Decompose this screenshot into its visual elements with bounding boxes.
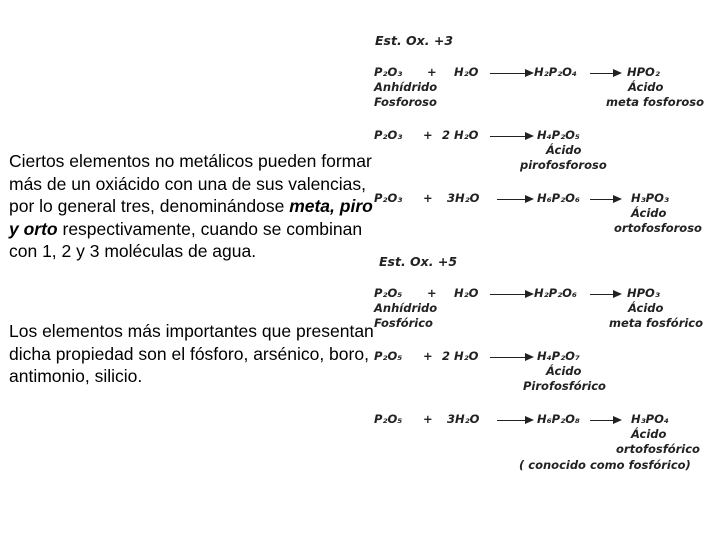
reaction-6-result-label-2: ortofosfórico [616, 442, 700, 456]
reaction-6-product: H₆P₂O₈ [537, 412, 580, 426]
reaction-1-result: HPO₂ [627, 65, 660, 79]
reaction-1-result-label-1: Ácido [628, 80, 664, 94]
reaction-3-product: H₆P₂O₆ [537, 191, 580, 205]
reaction-6-result: H₃PO₄ [631, 412, 669, 426]
reaction-5-product-label-2: Pirofosfórico [523, 379, 606, 393]
header-ox-5: Est. Ox. +5 [379, 254, 458, 269]
reaction-4-oxide-label-2: Fosfórico [374, 316, 433, 330]
reaction-1-oxide-label-1: Anhídrido [374, 80, 438, 94]
reaction-1-oxide-label-2: Fosforoso [374, 95, 437, 109]
reaction-5-oxide: P₂O₅ [374, 349, 403, 363]
reaction-2-oxide: P₂O₃ [374, 128, 403, 142]
reaction-5-arrow [490, 357, 532, 358]
intro-text-end: respectivamente, cuando se combinan con 1, 2 y 3 moléculas de agua. [9, 218, 363, 261]
reaction-5-water: 2 H₂O [442, 349, 479, 363]
reaction-2-product-label-2: pirofosforoso [520, 158, 607, 172]
reaction-6-plus: + [423, 412, 433, 426]
reaction-3-arrow-2 [590, 199, 620, 200]
reaction-1-result-label-2: meta fosforoso [606, 95, 705, 109]
reaction-2-product: H₄P₂O₅ [537, 128, 580, 142]
reaction-5-product-label-1: Ácido [546, 364, 582, 378]
reaction-4-product: H₂P₂O₆ [534, 286, 577, 300]
reaction-6-oxide: P₂O₅ [374, 412, 403, 426]
reaction-4-result: HPO₃ [627, 286, 660, 300]
intro-text-start: Ciertos elementos no metálicos pueden formar más de un oxiácido con una de sus valencias, por lo general tres, denominándose [9, 151, 372, 216]
reaction-2-water: 2 H₂O [442, 128, 479, 142]
reaction-1-oxide: P₂O₃ [374, 65, 403, 79]
reaction-3-oxide: P₂O₃ [374, 191, 403, 205]
intro-paragraph [9, 150, 384, 263]
reaction-1-arrow [490, 73, 532, 74]
reaction-4-result-label-2: meta fosfórico [609, 316, 704, 330]
header-ox-3: Est. Ox. +3 [375, 33, 454, 48]
reaction-1-arrow-2 [590, 73, 620, 74]
reaction-6-note: ( conocido como fosfórico) [519, 458, 691, 472]
reaction-3-result-label-2: ortofosforoso [614, 221, 702, 235]
reaction-2-product-label-1: Ácido [546, 143, 582, 157]
reaction-2-arrow [490, 136, 532, 137]
reaction-6-result-label-1: Ácido [631, 427, 667, 441]
reaction-3-result-label-1: Ácido [631, 206, 667, 220]
reaction-4-water: H₂O [454, 286, 479, 300]
reaction-4-arrow-2 [590, 294, 620, 295]
reaction-4-arrow [490, 294, 532, 295]
reaction-1-product: H₂P₂O₄ [534, 65, 577, 79]
reaction-5-plus: + [423, 349, 433, 363]
reaction-3-plus: + [423, 191, 433, 205]
reaction-6-arrow-2 [590, 420, 620, 421]
elements-paragraph: Los elementos más importantes que presentan dicha propiedad son el fósforo, arsénico, boro, antimonio, silicio. [9, 321, 374, 386]
reaction-4-plus: + [427, 286, 437, 300]
reaction-4-oxide: P₂O₅ [374, 286, 403, 300]
intro-emphasis: meta, piro y orto [9, 196, 373, 239]
reaction-4-oxide-label-1: Anhídrido [374, 301, 438, 315]
reaction-3-result: H₃PO₃ [631, 191, 669, 205]
reaction-3-arrow [497, 199, 532, 200]
reaction-2-plus: + [423, 128, 433, 142]
reaction-6-arrow [497, 420, 532, 421]
reaction-6-water: 3H₂O [447, 412, 480, 426]
reaction-5-product: H₄P₂O₇ [537, 349, 580, 363]
reaction-1-plus: + [427, 65, 437, 79]
reaction-1-water: H₂O [454, 65, 479, 79]
reaction-4-result-label-1: Ácido [628, 301, 664, 315]
reaction-3-water: 3H₂O [447, 191, 480, 205]
